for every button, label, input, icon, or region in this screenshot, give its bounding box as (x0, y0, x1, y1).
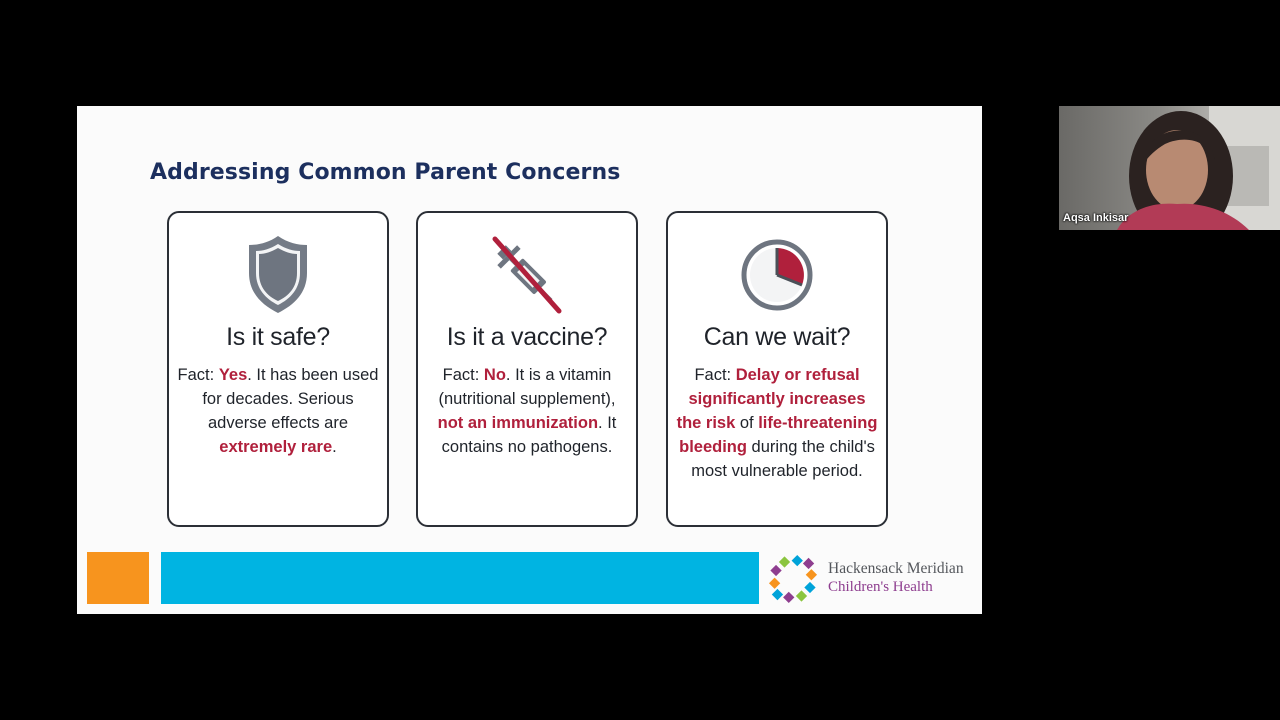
fact-text-segment: . (332, 438, 337, 456)
fact-highlight: not an immunization (437, 414, 599, 432)
concern-card-vaccine (416, 211, 638, 527)
crossed-out-syringe-icon (418, 233, 636, 315)
slide-title: Addressing Common Parent Concerns (150, 160, 621, 185)
fact-text-segment: of (735, 414, 759, 432)
fact-highlight: life-threatening bleeding (679, 414, 878, 456)
fact-text-segment: during the child's most vulnerable period. (691, 438, 875, 480)
fact-text-segment: Fact: (177, 366, 219, 384)
fact-highlight: extremely rare (219, 438, 333, 456)
logo-line-1: Hackensack Meridian (828, 560, 964, 577)
presentation-slide (77, 106, 982, 614)
hackensack-logo-text (828, 559, 964, 597)
concern-card-timing (666, 211, 888, 527)
participant-video-tile[interactable] (1059, 106, 1280, 230)
fact-text-segment: . It contains no pathogens. (441, 414, 617, 456)
concern-card-safety (167, 211, 389, 527)
hackensack-logo-icon (765, 550, 821, 613)
fact-highlight: No (483, 366, 506, 384)
shield-icon (169, 233, 387, 315)
fact-highlight: Yes (218, 366, 248, 384)
card-title: Is it safe? (226, 323, 330, 351)
logo-line-2: Children's Health (828, 579, 933, 595)
fact-text-segment: Fact: (442, 366, 484, 384)
card-fact-text (426, 363, 628, 459)
footer-orange-block (87, 552, 149, 604)
fact-text-segment: . It has been used for decades. Serious adverse effects are (202, 366, 379, 432)
card-fact-text (177, 363, 379, 459)
fact-text-segment: . It is a vitamin (nutritional supplement), (438, 366, 616, 408)
fact-highlight: Delay or refusal significantly increases the risk (676, 366, 866, 432)
clock-icon (668, 233, 886, 315)
speaker-name-label: Aqsa Inkisar (1063, 212, 1129, 224)
fact-text-segment: Fact: (694, 366, 736, 384)
card-title: Is it a vaccine? (446, 323, 608, 351)
card-title: Can we wait? (703, 323, 851, 351)
card-fact-text (676, 363, 878, 483)
footer-blue-bar (161, 552, 759, 604)
